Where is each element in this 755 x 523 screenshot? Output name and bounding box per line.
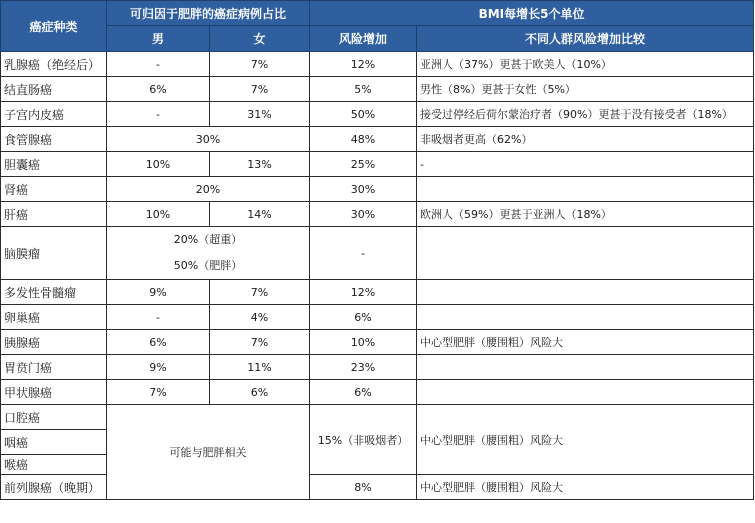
table-row [1,202,754,227]
row-compare [417,380,754,405]
table-row [1,405,754,430]
table-row [1,52,754,77]
row-risk: 30% [310,202,417,227]
row-female: 14% [210,202,310,227]
row-compare: 非吸烟者更高（62%） [417,127,754,152]
row-female: 7% [210,280,310,305]
row-risk: 48% [310,127,417,152]
row-female: 7% [210,330,310,355]
row-compare [417,355,754,380]
row-name: 口腔癌 [1,405,107,430]
group-shared-share: 可能与肥胖相关 [107,405,310,500]
header-female: 女 [210,26,310,52]
table-row [1,227,754,280]
table-row [1,280,754,305]
row-name: 甲状腺癌 [1,380,107,405]
row-name: 卵巢癌 [1,305,107,330]
row-male: 6% [107,77,210,102]
table-row [1,77,754,102]
row-female: 7% [210,52,310,77]
row-male: - [107,305,210,330]
row-name: 乳腺癌（绝经后） [1,52,107,77]
row-compare [417,227,754,280]
row-risk: 6% [310,380,417,405]
table-row [1,152,754,177]
row-compare: 中心型肥胖（腰围粗）风险大 [417,330,754,355]
row-compare: 男性（8%）更甚于女性（5%） [417,77,754,102]
row-male: - [107,102,210,127]
row-male: - [107,52,210,77]
row-risk: 12% [310,52,417,77]
row-risk: - [310,227,417,280]
row-risk: 23% [310,355,417,380]
row-male: 7% [107,380,210,405]
row-male: 10% [107,152,210,177]
row-female: 31% [210,102,310,127]
overweight-share: 20%（超重） [173,233,243,246]
row-risk: 10% [310,330,417,355]
row-risk: 5% [310,77,417,102]
header-cancer-type: 癌症种类 [1,1,107,52]
row-female: 6% [210,380,310,405]
table-row [1,102,754,127]
row-name: 肝癌 [1,202,107,227]
row-risk: 50% [310,102,417,127]
row-compare: 亚洲人（37%）更甚于欧美人（10%） [417,52,754,77]
row-name: 肾癌 [1,177,107,202]
row-male: 9% [107,355,210,380]
header-bmi-group: BMI每增长5个单位 [310,1,754,26]
table-row [1,127,754,152]
row-compare [417,280,754,305]
header-group-comparison: 不同人群风险增加比较 [417,26,754,52]
row-compare [417,305,754,330]
row-name: 结直肠癌 [1,77,107,102]
row-name: 前列腺癌（晚期） [1,475,107,500]
table-row [1,380,754,405]
row-both-sexes: 20% [107,177,310,202]
row-compare: - [417,152,754,177]
header-male: 男 [107,26,210,52]
row-name: 子宫内皮癌 [1,102,107,127]
group-shared-risk: 15%（非吸烟者） [310,405,417,475]
row-female: 7% [210,77,310,102]
row-name: 多发性骨髓瘤 [1,280,107,305]
row-name: 喉癌 [1,455,107,475]
row-name: 咽癌 [1,430,107,455]
header-risk-increase: 风险增加 [310,26,417,52]
table-row [1,355,754,380]
row-male: 6% [107,330,210,355]
row-female: 4% [210,305,310,330]
table-row [1,177,754,202]
row-female: 11% [210,355,310,380]
row-name: 胃贲门癌 [1,355,107,380]
row-name: 脑膜瘤 [1,227,107,280]
group-shared-compare: 中心型肥胖（腰围粗）风险大 [417,405,754,475]
row-risk: 8% [310,475,417,500]
row-both-sexes [107,227,310,280]
row-name: 胆囊癌 [1,152,107,177]
row-male: 9% [107,280,210,305]
row-compare: 中心型肥胖（腰围粗）风险大 [417,475,754,500]
row-male: 10% [107,202,210,227]
row-compare: 接受过停经后荷尔蒙治疗者（90%）更甚于没有接受者（18%） [417,102,754,127]
row-risk: 12% [310,280,417,305]
table-row [1,330,754,355]
row-name: 食管腺癌 [1,127,107,152]
row-risk: 30% [310,177,417,202]
row-both-sexes: 30% [107,127,310,152]
row-risk: 25% [310,152,417,177]
obese-share: 50%（肥胖） [173,259,243,272]
header-attributable-share: 可归因于肥胖的癌症病例占比 [107,1,310,26]
table-row [1,305,754,330]
row-female: 13% [210,152,310,177]
row-compare: 欧洲人（59%）更甚于亚洲人（18%） [417,202,754,227]
row-risk: 6% [310,305,417,330]
row-name: 胰腺癌 [1,330,107,355]
row-compare [417,177,754,202]
